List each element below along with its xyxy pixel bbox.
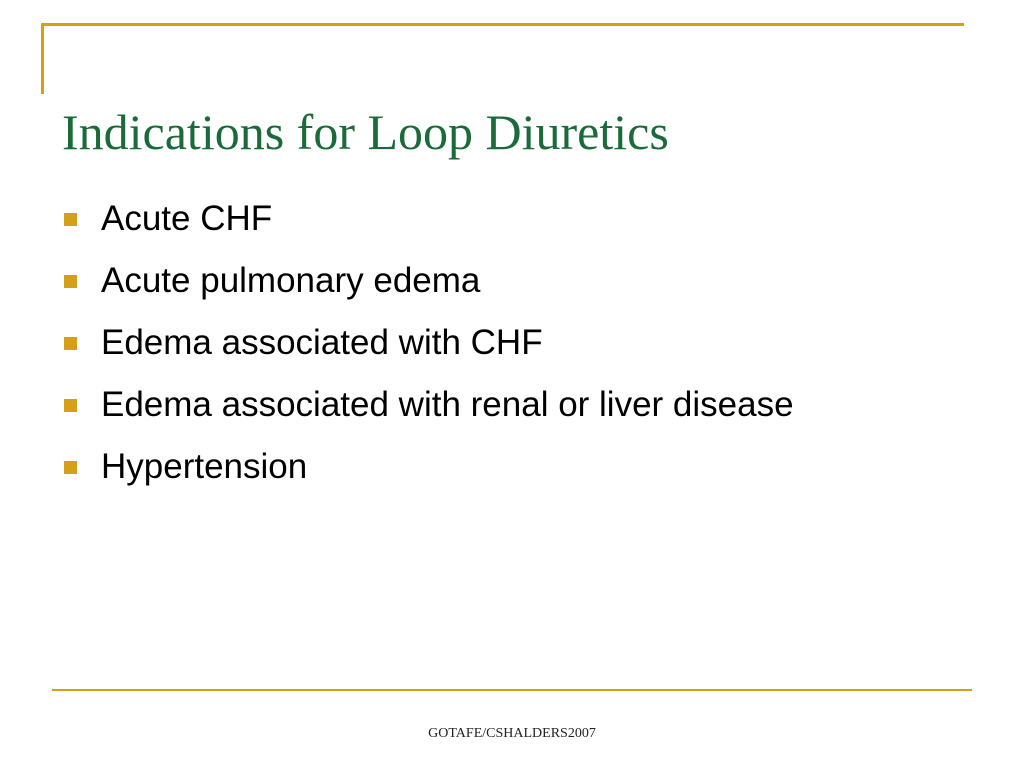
footer-rule (52, 689, 972, 691)
footer-text: GOTAFE/CSHALDERS2007 (428, 726, 596, 741)
slide-title: Indications for Loop Diuretics (62, 104, 669, 160)
bullet-text: Edema associated with CHF (101, 323, 543, 362)
bullet-item (64, 188, 794, 250)
square-bullet-icon (64, 213, 77, 226)
square-bullet-icon (64, 399, 77, 412)
bullet-item (64, 374, 794, 436)
left-accent-rule (41, 23, 44, 94)
bullet-list (64, 188, 794, 498)
bullet-item (64, 250, 794, 312)
top-accent-rule (41, 23, 964, 26)
bullet-text: Edema associated with renal or liver disease (101, 385, 794, 424)
bullet-text: Acute CHF (101, 199, 273, 238)
bullet-item (64, 312, 794, 374)
square-bullet-icon (64, 337, 77, 350)
square-bullet-icon (64, 275, 77, 288)
bullet-text: Acute pulmonary edema (101, 261, 481, 300)
bullet-text: Hypertension (101, 447, 308, 486)
square-bullet-icon (64, 461, 77, 474)
bullet-item (64, 436, 794, 498)
